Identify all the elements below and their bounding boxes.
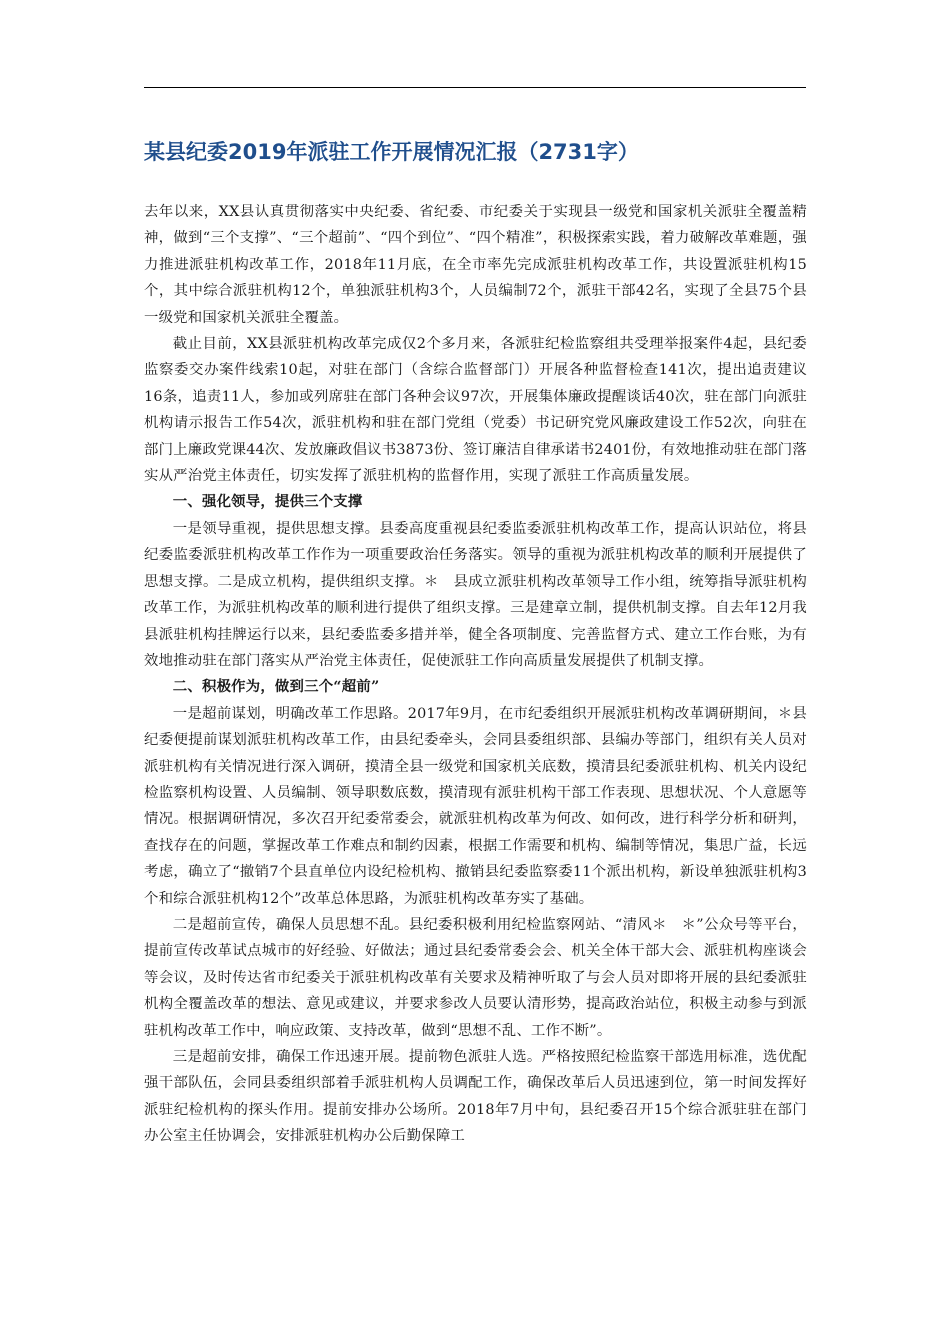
section-2-paragraph-3: 三是超前安排，确保工作迅速开展。提前物色派驻人选。严格按照纪检监察干部选用标准，选优配强干部队伍，会同县委组织部着手派驻机构人员调配工作，确保改革后人员迅速到位，第一时间发挥好派驻纪检机构的探头作用。提前安排办公场所。2018年7月中旬，县纪委召开15个综合派驻驻在部门办公室主任协调会，安排派驻机构办公后勤保障工 (144, 1049, 807, 1145)
section-heading-1: 一、强化领导，提供三个支撑 (172, 493, 363, 511)
section-heading-2: 二、积极作为，做到三个“超前” (172, 678, 380, 696)
document-title: 某县纪委2019年派驻工作开展情况汇报（2731字） (144, 140, 639, 164)
section-1-paragraph: 一是领导重视，提供思想支撑。县委高度重视县纪委监委派驻机构改革工作，提高认识站位，将县纪委监委派驻机构改革工作作为一项重要政治任务落实。领导的重视为派驻机构改革的顺利开展提供了思想支撑。二是成立机构，提供组织支撑。＊ 县成立派驻机构改革领导工作小组，统筹指导派驻机构改革工作，为派驻机构改革的顺利进行提供了组织支撑。三是建章立制，提供机制支撑。自去年12月我县派驻机构挂牌运行以来，县纪委监委多措并举，健全各项制度、完善监督方式、建立工作台账，为有效地推动驻在部门落实从严治党主体责任，促使派驻工作向高质量发展提供了机制支撑。 (144, 520, 807, 669)
document-body (144, 199, 807, 1150)
header-rule (144, 87, 806, 88)
section-2-paragraph-1: 一是超前谋划，明确改革工作思路。2017年9月，在市纪委组织开展派驻机构改革调研期间，＊县纪委便提前谋划派驻机构改革工作，由县纪委牵头，会同县委组织部、县编办等部门，组织有关人员对派驻机构有关情况进行深入调研，摸清全县一级党和国家机关底数，摸清县纪委派驻机构、机关内设纪检监察机构设置、人员编制、领导职数底数，摸清现有派驻机构干部工作表现、思想状况、个人意愿等情况。根据调研情况，多次召开纪委常委会，就派驻机构改革为何改、如何改，进行科学分析和研判，查找存在的问题，掌握改革工作难点和制约因素，根据工作需要和机构、编制等情况，集思广益，长远考虑，确立了“撤销7个县直单位内设纪检机构、撤销县纪委监察委11个派出机构，新设单独派驻机构3个和综合派驻机构12个”改革总体思路，为派驻机构改革夯实了基础。 (144, 705, 807, 907)
summary-paragraph: 截止目前，XX县派驻机构改革完成仅2个多月来，各派驻纪检监察组共受理举报案件4起，县纪委监察委交办案件线索10起，对驻在部门（含综合监督部门）开展各种监督检查141次，提出追责建议16条，追责11人，参加或列席驻在部门各种会议97次，开展集体廉政提醒谈话40次，驻在部门向派驻机构请示报告工作54次，派驻机构和驻在部门党组（党委）书记研究党风廉政建设工作52次，向驻在部门上廉政党课44次、发放廉政倡议书3873份、签订廉洁自律承诺书2401份，有效地推动驻在部门落实从严治党主体责任，切实发挥了派驻机构的监督作用，实现了派驻工作高质量发展。 (144, 336, 807, 485)
intro-paragraph: 去年以来，XX县认真贯彻落实中央纪委、省纪委、市纪委关于实现县一级党和国家机关派驻全覆盖精神，做到“三个支撑”、“三个超前”、“四个到位”、“四个精准”，积极探索实践，着力破解改革难题，强力推进派驻机构改革工作，2018年11月底，在全市率先完成派驻机构改革工作，共设置派驻机构15个，其中综合派驻机构12个，单独派驻机构3个，人员编制72个，派驻干部42名，实现了全县75个县一级党和国家机关派驻全覆盖。 (144, 204, 807, 326)
section-2-paragraph-2: 二是超前宣传，确保人员思想不乱。县纪委积极利用纪检监察网站、“清风＊ ＊”公众号等平台，提前宣传改革试点城市的好经验、好做法；通过县纪委常委会会、机关全体干部大会、派驻机构座谈会等会议，及时传达省市纪委关于派驻机构改革有关要求及精神听取了与会人员对即将开展的县纪委派驻机构全覆盖改革的想法、意见或建议，并要求参改人员要认清形势，提高政治站位，积极主动参与到派驻机构改革工作中，响应政策、支持改革，做到“思想不乱、工作不断”。 (144, 916, 807, 1039)
